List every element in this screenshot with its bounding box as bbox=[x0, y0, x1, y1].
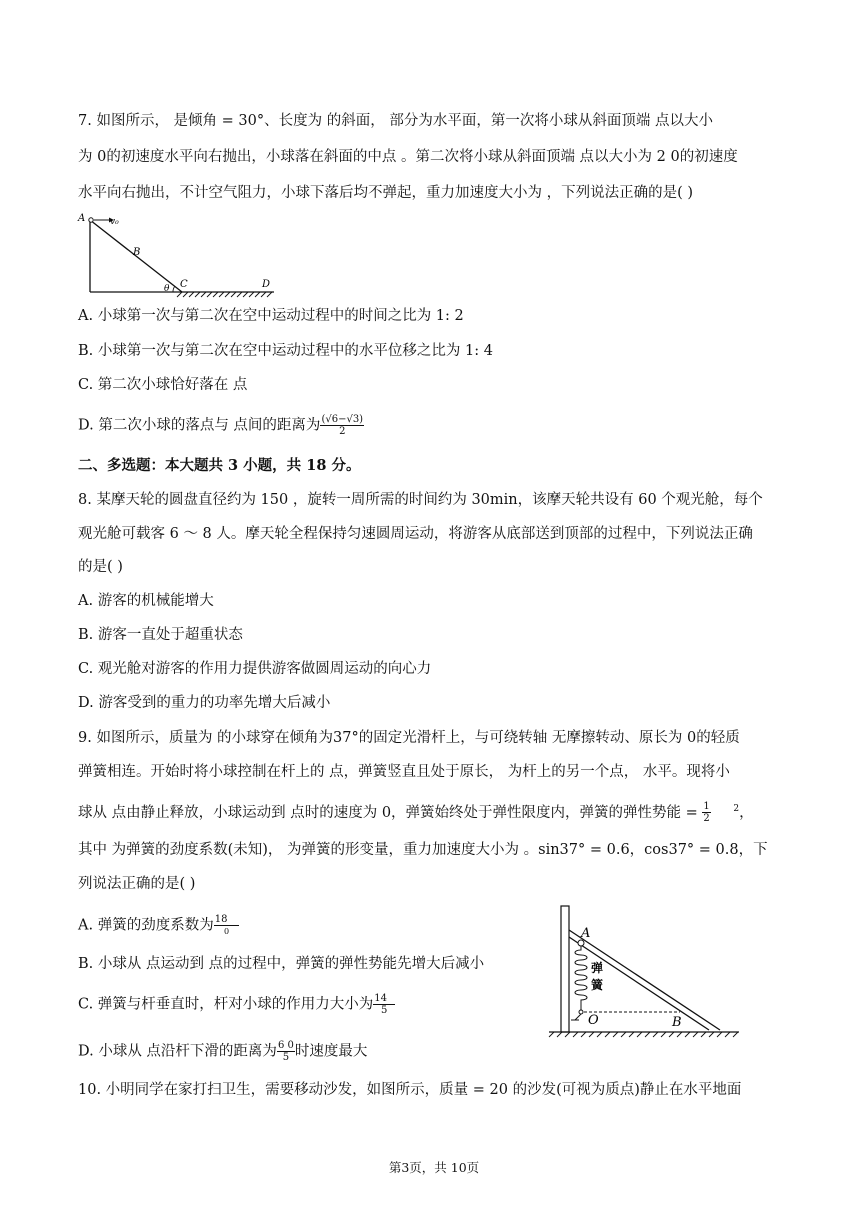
q9-spring-incline-figure bbox=[544, 900, 744, 1045]
q7-option-d-numerator: (√6−√3) bbox=[321, 414, 364, 425]
q9-option-d bbox=[78, 1040, 367, 1063]
q9-option-c-numerator: 14 bbox=[373, 993, 395, 1005]
q9-option-a bbox=[78, 914, 239, 937]
q7-stem-line-3: 水平向右抛出，不计空气阻力，小球下落后均不弹起，重力加速度大小为 ，下列说法正确的是( ) bbox=[78, 185, 694, 201]
q9-option-b: B. 小球从 点运动到 点的过程中，弹簧的弹性势能先增大后减小 bbox=[78, 956, 485, 972]
page-footer: 第3页，共 10页 bbox=[388, 1160, 480, 1175]
q9-stem-line-4: 其中 为弹簧的劲度系数(未知)， 为弹簧的形变量，重力加速度大小为 。sin37° = 0.6，cos37° = 0.8，下 bbox=[78, 842, 768, 858]
q7-stem-line-1: 7. 如图所示， 是倾角 = 30°、长度为 的斜面， 部分为水平面，第一次将小球从斜面顶端 点以大小 bbox=[78, 113, 713, 129]
q9-ep-numerator: 1 bbox=[703, 801, 710, 813]
q7-label-v0: v₀ bbox=[110, 217, 119, 227]
q9-ep-fraction bbox=[702, 801, 710, 824]
q7-label-c: C bbox=[180, 279, 188, 290]
q9-stem-line-3: 球从 点由静止释放，小球运动到 点时的速度为 0，弹簧始终处于弹性限度内，弹簧的弹性势能 = $\frac{1}{2}$ $^2$， bbox=[78, 801, 754, 825]
q7-option-b: B. 小球第一次与第二次在空中运动过程中的水平位移之比为 1: 4 bbox=[78, 343, 493, 359]
q7-option-d-denominator: 2 bbox=[339, 426, 346, 437]
q9-option-a-numerator: 18 bbox=[214, 914, 240, 926]
q9-option-c-prefix: C. 弹簧与杆垂直时，杆对小球的作用力大小为 bbox=[78, 996, 374, 1013]
q8-stem-line-1: 8. 某摩天轮的圆盘直径约为 150 ，旋转一周所需的时间约为 30min，该摩天轮共设有 60 个观光舱，每个 bbox=[78, 492, 763, 508]
q9-stem-line-5: 列说法正确的是( ) bbox=[78, 876, 196, 892]
q9-option-d-numerator: 6 0 bbox=[277, 1040, 294, 1051]
q9-option-d-fraction bbox=[277, 1040, 295, 1063]
q7-option-a: A. 小球第一次与第二次在空中运动过程中的时间之比为 1: 2 bbox=[78, 308, 464, 324]
q9-ep-exponent: 2 bbox=[733, 804, 740, 814]
q9-option-a-denominator: 0 bbox=[224, 927, 230, 936]
q9-option-c-denominator: 5 bbox=[380, 1005, 388, 1016]
q9-stem-line-1: 9. 如图所示，质量为 的小球穿在倾角为37°的固定光滑杆上，与可绕转轴 无摩擦转动、原长为 0的轻质 bbox=[78, 730, 740, 746]
section-2-header: 二、多选题：本大题共 3 小题，共 18 分。 bbox=[78, 457, 361, 474]
q7-label-a: A bbox=[78, 213, 86, 224]
q9-option-a-prefix: A. 弹簧的劲度系数为 bbox=[78, 917, 214, 934]
q9-ep-denominator: 2 bbox=[703, 813, 710, 825]
q8-stem-line-2: 观光舱可载客 6 ～ 8 人。摩天轮全程保持匀速圆周运动，将游客从底部送到顶部的过程中，下列说法正确 bbox=[78, 526, 753, 542]
q9-option-d-prefix: D. 小球从 点沿杆下滑的距离为 bbox=[78, 1043, 277, 1060]
q9-stem-line-3-text: 球从 点由静止释放，小球运动到 点时的速度为 0，弹簧始终处于弹性限度内，弹簧的弹性势能 = bbox=[78, 804, 698, 821]
q9-stem-line-2: 弹簧相连。开始时将小球控制在杆上的 点，弹簧竖直且处于原长， 为杆上的另一个点， 水平。现将小 bbox=[78, 764, 730, 780]
q9-label-b: B bbox=[672, 1015, 682, 1030]
q9-label-spring-2: 簧 bbox=[591, 978, 604, 992]
q7-stem-line-2: 为 0的初速度水平向右抛出，小球落在斜面的中点 。第二次将小球从斜面顶端 点以大小为 2 0的初速度 bbox=[78, 149, 738, 165]
q7-option-c: C. 第二次小球恰好落在 点 bbox=[78, 377, 248, 393]
q9-option-c-fraction bbox=[373, 993, 395, 1016]
q9-label-a: A bbox=[581, 926, 591, 941]
q9-option-a-fraction bbox=[214, 914, 240, 937]
q9-label-spring-1: 弹 bbox=[591, 961, 604, 975]
q9-option-d-denominator: 5 bbox=[282, 1052, 290, 1063]
q9-label-o: O bbox=[588, 1013, 599, 1028]
q7-incline-figure bbox=[76, 210, 286, 300]
q10-stem-line-1: 10. 小明同学在家打扫卫生，需要移动沙发，如图所示，质量 = 20 的沙发(可视为质点)静止在水平地面 bbox=[78, 1082, 742, 1098]
q8-option-c: C. 观光舱对游客的作用力提供游客做圆周运动的向心力 bbox=[78, 661, 432, 677]
q8-option-a: A. 游客的机械能增大 bbox=[78, 593, 214, 609]
q9-option-d-suffix: 时速度最大 bbox=[294, 1043, 368, 1060]
q7-label-theta: θ bbox=[164, 284, 170, 294]
q8-stem-line-3: 的是( ) bbox=[78, 559, 123, 575]
q7-label-d: D bbox=[262, 279, 271, 290]
q9-option-c bbox=[78, 993, 395, 1016]
q8-option-d: D. 游客受到的重力的功率先增大后减小 bbox=[78, 695, 331, 711]
q7-option-d-fraction bbox=[320, 414, 364, 437]
q8-option-b: B. 游客一直处于超重状态 bbox=[78, 627, 243, 643]
q7-label-b: B bbox=[133, 247, 141, 258]
q7-option-d bbox=[78, 414, 364, 437]
q7-option-d-prefix: D. 第二次小球的落点与 点间的距离为 bbox=[78, 417, 321, 434]
